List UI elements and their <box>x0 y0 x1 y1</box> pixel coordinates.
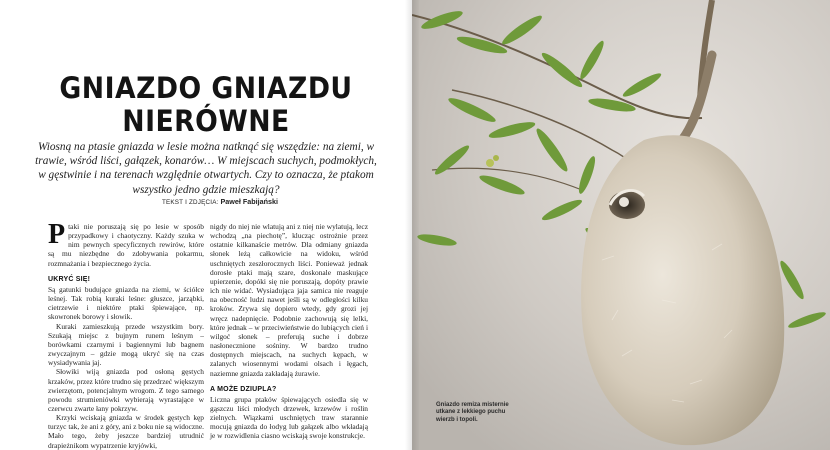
article-lead: Wiosną na ptasie gniazda w lesie można natknąć się wszędzie: na ziemi, w trawie, wśród liści, gałązek, konarów… W miejscach suchych, podmokłych, w gęstwinie i na terenach względnie otwartych. Czy to oznacza, że ptakom wszystko jedno gdzie mieszkają? <box>35 141 377 196</box>
right-page-photo <box>412 0 830 450</box>
subheading: UKRYĆ SIĘ! <box>48 275 91 283</box>
paragraph: Są gatunki budujące gniazda na ziemi, w ściółce leśnej. Tak robią kuraki leśne: głuszce, jarząbki, cietrzewie i niektóre ptaki śpiewające, np. skowronek borowy i słowik. <box>48 284 204 322</box>
paragraph: Krzyki wciskają gniazda w środek gęstych kęp turzyc tak, że ani z góry, ani z boku nie są widoczne. Mało tego, żeby jeszcze bardziej utrudnić drapieżnikom wypatrzenie kryjówki, <box>48 413 204 450</box>
drop-cap: P <box>48 219 66 250</box>
article-credit <box>120 197 320 206</box>
headline-line-1: GNIAZDO GNIAZDU <box>59 71 353 105</box>
credit-label: TEKST I ZDJĘCIA: <box>161 199 219 206</box>
nest-photo <box>412 0 830 450</box>
photo-caption: Gniazdo remiza misternie utkane z lekkiego puchu wierzb i topoli. <box>436 402 509 423</box>
paragraph: nigdy do niej nie wlatują ani z niej nie wylatują, lecz wchodzą „na piechotę”, klucząc ostrożnie przez ostatnie kilkanaście metrów. Dla odmiany gniazda słonek leżą całkowicie na widoku, wśród uschniętych zeszłorocznych liści. Ponieważ jednak dorosłe ptaki mają szare, doskonale maskujące upierzenie, dopóki się nie poruszają, dopóty prawie ich nie widać. Wysiadująca jaja samica nie reaguje na obecność ludzi nawet jeśli są w odległości kilku kroków. Zrywa się dopiero wtedy, gdy grozi jej wręcz nadepnięcie. Podobnie zachowują się lelki, które jednak – w przeciwieństwie do lubiących cień i wilgoć słonek – preferują suche i dobrze nasłonecznione sośniny. W bardzo trudno dostępnych miejscach, na suchych kępach, w zalanych wiosennymi wodami olsach i łęgach, naziemne gniazda zakładają żurawie. <box>210 222 368 378</box>
text-column-1 <box>48 219 204 450</box>
subheading: A MOŻE DZIUPLA? <box>210 385 277 393</box>
page-gutter <box>405 0 419 450</box>
article-headline <box>53 72 358 138</box>
paragraph: taki nie poruszają się po lesie w sposób przypadkowy i chaotyczny. Każdy szuka w nim pewnych specyficznych rewirów, które są mu niezbędne do zdobywania pokarmu, rozmnażania i bezpiecznego życia. <box>48 222 204 268</box>
paragraph: Kuraki zamieszkują przede wszystkim bory. Szukają miejsc z bujnym runem leśnym – borówkami czarnymi i bagiennymi lub bagnem zwyczajnym – gdzie mogą ukryć się na czas wysiadywania jaj. <box>48 321 204 368</box>
credit-name: Paweł Fabijański <box>220 197 279 206</box>
left-page <box>0 0 412 450</box>
headline-line-2: NIERÓWNE <box>122 104 290 138</box>
paragraph: Słowiki wiją gniazda pod osłoną gęstych krzaków, przez które trudno się przedrzeć większym zwierzętom, potencjalnym wrogom. Z tego samego powodu strumieniówki wybierają wyrastające w czerwcu zwarte łany pokrzyw. <box>48 367 204 413</box>
text-column-2 <box>210 222 368 441</box>
paragraph: Liczna grupa ptaków śpiewających osiedla się w gąszczu liści młodych drzewek, krzewów i roślin zielnych. Wiązkami uschniętych traw starannie mocują gniazda do łodyg lub gałązek albo wkładają je w rozwidlenia ciasno wciskają swoje konstrukcje. <box>210 394 368 441</box>
